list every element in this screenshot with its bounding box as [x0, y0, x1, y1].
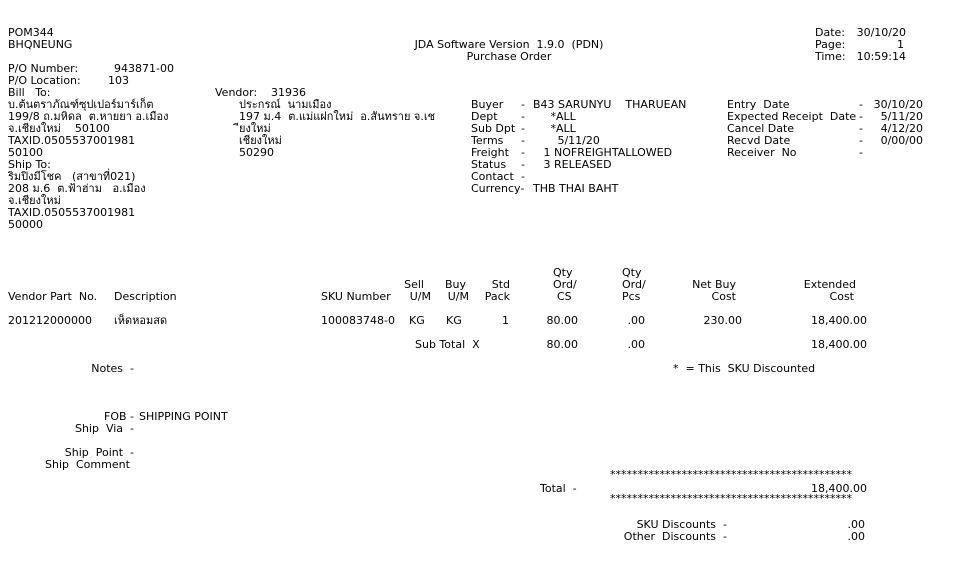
info-dash: -	[521, 110, 525, 123]
dept-label: Dept	[471, 110, 498, 123]
notes-label: Notes -	[91, 362, 134, 375]
other-discounts-value: .00	[847, 530, 865, 543]
ship-point-label: Ship Point -	[64, 446, 134, 459]
info-dash: -	[521, 158, 525, 171]
cell-sell-um: KG	[409, 314, 425, 327]
page-label: Page:	[815, 38, 846, 51]
sub-dept-value: *ALL	[533, 122, 576, 135]
currency-value: THB THAI BAHT	[533, 182, 619, 195]
col-header-qty-cs: Ord/	[553, 278, 577, 291]
bill-to-line: 50100	[8, 146, 43, 159]
ship-to-line: TAXID.0505537001981	[8, 206, 136, 219]
subtotal-label: Sub Total X	[415, 338, 480, 351]
cancel-date-value: 4/12/20	[880, 122, 923, 135]
bill-to-label: Bill To:	[8, 86, 51, 99]
recvd-date-value: 0/00/00	[880, 134, 923, 147]
status-value: 3 RELEASED	[533, 158, 612, 171]
col-header-qty-pcs: Ord/	[622, 278, 646, 291]
subtotal-qty-cs: 80.00	[546, 338, 578, 351]
col-header-vendor-part: Vendor Part No.	[8, 290, 98, 303]
po-location-value: 103	[108, 74, 129, 87]
recvd-date-label: Recvd Date	[727, 134, 791, 147]
col-header-sell-um: Sell	[404, 278, 424, 291]
terms-value: 5/11/20	[533, 134, 600, 147]
dates-dash: -	[859, 98, 863, 111]
col-header-buy-um: U/M	[447, 290, 469, 303]
po-number-label: P/O Number:	[8, 62, 79, 75]
subtotal-extended-cost: 18,400.00	[811, 338, 867, 351]
receiver-no-label: Receiver No	[727, 146, 797, 159]
buyer-value: B43 SARUNYU THARUEAN	[533, 98, 687, 111]
vendor-line: ประกรณ์ นามเมือง	[239, 98, 332, 111]
terms-label: Terms	[471, 134, 504, 147]
cell-buy-um: KG	[446, 314, 462, 327]
col-header-extended-cost: Cost	[829, 290, 854, 303]
date-label: Date:	[815, 26, 845, 39]
col-header-qty-pcs: Pcs	[622, 290, 641, 303]
vendor-line: ียงใหม่	[239, 122, 271, 135]
expected-receipt-value: 5/11/20	[880, 110, 923, 123]
total-value: 18,400.00	[811, 482, 867, 495]
col-header-sku-number: SKU Number	[321, 290, 391, 303]
cell-net-buy-cost: 230.00	[703, 314, 742, 327]
dates-dash: -	[859, 134, 863, 147]
entry-date-label: Entry Date	[727, 98, 790, 111]
col-header-net-buy-cost: Net Buy	[692, 278, 736, 291]
bill-to-line: บ.ต้นตราภัณฑ์ซุปเปอร์มาร์เก็ต	[8, 98, 154, 111]
total-label: Total -	[540, 482, 577, 495]
ship-to-label: Ship To:	[8, 158, 51, 171]
cell-sku-number: 100083748-0	[321, 314, 395, 327]
col-header-extended-cost: Extended	[803, 278, 856, 291]
vendor-line: 197 ม.4 ต.แม่แฝกใหม่ อ.สันทราย จ.เช	[239, 110, 436, 123]
dates-dash: -	[859, 122, 863, 135]
freight-value: 1 NOFREIGHTALLOWED	[533, 146, 673, 159]
entry-date-value: 30/10/20	[873, 98, 923, 111]
col-header-qty-pcs: Qty	[622, 266, 642, 279]
ship-to-line: 208 ม.6 ต.ฟ้าฮ่าม อ.เมือง	[8, 182, 146, 195]
currency-label: Currency-	[471, 182, 525, 195]
info-dash: -	[521, 134, 525, 147]
col-header-description: Description	[114, 290, 177, 303]
ship-to-line: ริมปิงมีโชค (สาขาที่021)	[8, 170, 136, 183]
bill-to-line: 199/8 ถ.มหิดล ต.หายยา อ.เมือง	[8, 110, 169, 123]
discount-note: * = This SKU Discounted	[673, 362, 816, 375]
info-dash: -	[521, 146, 525, 159]
software-version: JDA Software Version 1.9.0 (PDN)	[414, 38, 604, 51]
dept-value: *ALL	[533, 110, 576, 123]
date-value: 30/10/20	[856, 26, 906, 39]
stars-separator-top: ********************************************	[610, 468, 852, 481]
subtotal-qty-pcs: .00	[627, 338, 645, 351]
bill-to-line: TAXID.0505537001981	[8, 134, 136, 147]
cell-vendor-part: 201212000000	[8, 314, 92, 327]
col-header-buy-um: Buy	[444, 278, 466, 291]
bill-to-line: จ.เชียงใหม่ 50100	[8, 122, 110, 135]
sub-dept-label: Sub Dpt	[471, 122, 516, 135]
col-header-sell-um: U/M	[409, 290, 431, 303]
info-dash: -	[521, 122, 525, 135]
status-label: Status	[471, 158, 507, 171]
ship-via-label: Ship Via -	[74, 422, 134, 435]
document-title: Purchase Order	[466, 50, 552, 63]
ship-to-line: 50000	[8, 218, 43, 231]
other-discounts-label: Other Discounts -	[623, 530, 727, 543]
po-location-label: P/O Location:	[8, 74, 81, 87]
col-header-net-buy-cost: Cost	[711, 290, 736, 303]
col-header-qty-cs: Qty	[553, 266, 573, 279]
cell-description: เห็ดหอมสด	[114, 314, 168, 327]
cancel-date-label: Cancel Date	[727, 122, 795, 135]
cell-std-pack: 1	[502, 314, 509, 327]
time-value: 10:59:14	[856, 50, 906, 63]
col-header-std-pack: Pack	[484, 290, 510, 303]
fob-label: FOB -	[104, 410, 134, 423]
contact-label: Contact	[471, 170, 514, 183]
cell-qty-cs: 80.00	[546, 314, 578, 327]
vendor-line: 50290	[239, 146, 274, 159]
company-code: BHQNEUNG	[8, 38, 73, 51]
fob-value: SHIPPING POINT	[139, 410, 228, 423]
po-number-value: 943871-00	[114, 62, 174, 75]
info-dash: -	[521, 170, 525, 183]
dates-dash: -	[859, 110, 863, 123]
vendor-number: 31936	[271, 86, 306, 99]
sku-discounts-label: SKU Discounts -	[636, 518, 727, 531]
col-header-std-pack: Std	[491, 278, 510, 291]
report-id: POM344	[8, 26, 54, 39]
cell-qty-pcs: .00	[627, 314, 645, 327]
col-header-qty-cs: CS	[557, 290, 572, 303]
dates-dash: -	[859, 146, 863, 159]
buyer-label: Buyer	[471, 98, 504, 111]
vendor-line: เชียงใหม่	[239, 134, 282, 147]
stars-separator-bottom: ********************************************	[610, 492, 852, 505]
ship-comment-label: Ship Comment	[45, 458, 130, 471]
expected-receipt-label: Expected Receipt Date	[727, 110, 857, 123]
info-dash: -	[521, 98, 525, 111]
time-label: Time:	[815, 50, 846, 63]
vendor-label: Vendor:	[215, 86, 258, 99]
ship-to-line: จ.เชียงใหม่	[8, 194, 61, 207]
sku-discounts-value: .00	[847, 518, 865, 531]
cell-extended-cost: 18,400.00	[811, 314, 867, 327]
page-number: 1	[897, 38, 904, 51]
freight-label: Freight	[471, 146, 509, 159]
